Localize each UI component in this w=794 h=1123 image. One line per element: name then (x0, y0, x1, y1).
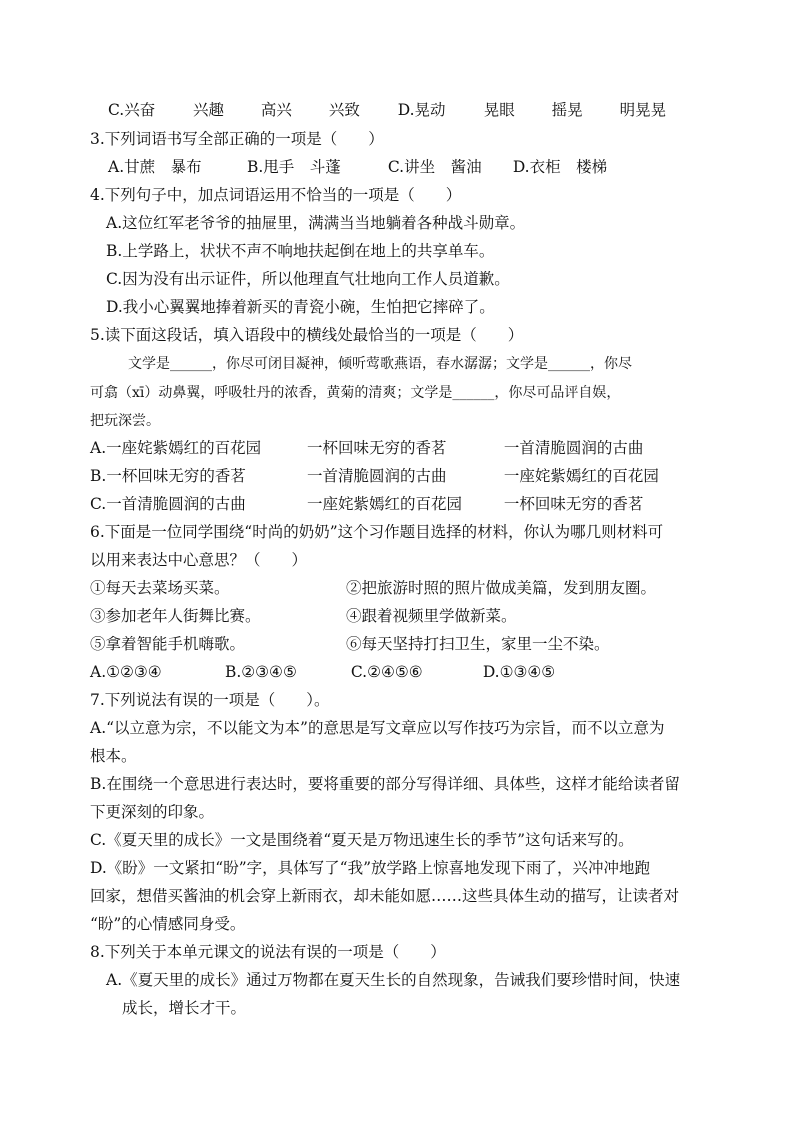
q5-option-c (90, 492, 734, 516)
q7-option-a-cont: 根本。 (90, 747, 137, 765)
q4-option-d: D.我小心翼翼地捧着新买的青瓷小碗，生怕把它摔碎了。 (106, 298, 495, 316)
q5-option-a (90, 436, 734, 460)
q6-material: ⑤拿着智能手机嗨歌。 (90, 635, 246, 653)
q6-material: ③参加老年人街舞比赛。 (90, 607, 261, 625)
q5-phrase: A.一座姹紫嫣红的百花园 (90, 439, 262, 457)
q7-stem: 7.下列说法有误的一项是（ ）。 (90, 691, 330, 709)
q5-passage-line: 文学是______，你尽可闭目凝神，倾听莺歌燕语，春水潺潺；文学是______，你尽 (128, 356, 632, 372)
q6-material: ②把旅游时照的照片做成美篇，发到朋友圈。 (345, 579, 656, 597)
q6-option-c: C.②④⑤⑥ (350, 663, 423, 681)
q6-materials-row (90, 576, 734, 600)
q5-phrase: 一座姹紫嫣红的百花园 (306, 495, 462, 513)
q2-options-row (108, 98, 734, 122)
q8-stem: 8.下列关于本单元课文的说法有误的一项是（ ） (90, 943, 446, 961)
q4-option-c: C.因为没有出示证件，所以他理直气壮地向工作人员道歉。 (106, 270, 510, 288)
q2-option-c: C.兴奋 (108, 101, 156, 119)
q5-phrase: B.一杯回味无穷的香茗 (90, 467, 246, 485)
q7-option-a: A.“以立意为宗，不以能文为本”的意思是写文章应以写作技巧为宗旨，而不以立意为 (90, 719, 665, 737)
q6-materials-row (90, 604, 734, 628)
q6-stem: 6.下面是一位同学围绕“时尚的奶奶”这个习作题目选择的材料，你认为哪几则材料可 (90, 523, 664, 541)
q6-material: ⑥每天坚持打扫卫生，家里一尘不染。 (345, 635, 610, 653)
q5-phrase: 一首清脆圆润的古曲 (306, 467, 447, 485)
q6-material: ④跟着视频里学做新菜。 (345, 607, 517, 625)
q3-option-d: D.衣柜 楼梯 (512, 158, 608, 176)
q5-phrase: 一首清脆圆润的古曲 (503, 439, 644, 457)
q2-word: 兴致 (328, 101, 360, 119)
q3-options (108, 155, 734, 179)
q7-option-d-cont: 回家，想借买酱油的机会穿上新雨衣，却未能如愿……这些具体生动的描写，让读者对 (90, 887, 680, 905)
q8-option-a-cont: 成长，增长才干。 (122, 999, 247, 1017)
q7-option-b-cont: 下更深刻的印象。 (90, 803, 215, 821)
q7-option-c: C.《夏天里的成长》一文是围绕着“夏天是万物迅速生长的季节”这句话来写的。 (90, 831, 634, 849)
q6-material: ①每天去菜场买菜。 (90, 579, 230, 597)
q5-option-b (90, 464, 734, 488)
q3-option-c: C.讲坐 酱油 (387, 158, 482, 176)
q2-word: 明晃晃 (619, 101, 667, 119)
q4-option-a: A.这位红军老爷爷的抽屉里，满满当当地躺着各种战斗勋章。 (106, 214, 526, 232)
q2-word: 高兴 (260, 101, 292, 119)
q2-word: 兴趣 (192, 101, 224, 119)
q5-phrase: 一杯回味无穷的香茗 (503, 495, 644, 513)
q5-passage-line: 把玩深尝。 (90, 413, 160, 429)
q6-option-b: B.②③④⑤ (224, 663, 297, 681)
q8-option-a: A.《夏天里的成长》通过万物都在夏天生长的自然现象，告诫我们要珍惜时间，快速 (106, 971, 681, 989)
q6-options (90, 660, 734, 684)
q2-word: 摇晃 (551, 101, 583, 119)
q6-option-d: D.①③④⑤ (482, 663, 556, 681)
q5-stem: 5.读下面这段话，填入语段中的横线处最恰当的一项是（ ） (90, 326, 524, 344)
q6-materials-row (90, 632, 734, 656)
q5-passage-line: 可翕（xī）动鼻翼，呼吸牡丹的浓香，黄菊的清爽；文学是______，你尽可品评自娱， (90, 385, 621, 401)
q5-phrase: 一杯回味无穷的香茗 (306, 439, 447, 457)
q4-option-b: B.上学路上，状状不声不响地扶起倒在地上的共享单车。 (106, 242, 495, 260)
q2-option-d: D.晃动 (397, 101, 446, 119)
q6-stem-cont: 以用来表达中心意思？（ ） (90, 551, 308, 569)
q3-option-a: A.甘蔗 暴布 (108, 158, 202, 176)
q7-option-d-cont: “盼”的心情感同身受。 (90, 915, 246, 933)
q5-phrase: C.一首清脆圆润的古曲 (90, 495, 246, 513)
q3-stem: 3.下列词语书写全部正确的一项是（ ） (90, 130, 384, 148)
q5-phrase: 一座姹紫嫣红的百花园 (503, 467, 659, 485)
q3-option-b: B.甩手 斗蓬 (246, 158, 341, 176)
q4-stem: 4.下列句子中，加点词语运用不恰当的一项是（ ） (90, 186, 462, 204)
q2-word: 晃眼 (483, 101, 515, 119)
q7-option-b: B.在围绕一个意思进行表达时，要将重要的部分写得详细、具体些，这样才能给读者留 (90, 775, 680, 793)
q7-option-d: D.《盼》一文紧扣“盼”字，具体写了“我”放学路上惊喜地发现下雨了，兴冲冲地跑 (90, 859, 651, 877)
q6-option-a: A.①②③④ (90, 663, 162, 681)
